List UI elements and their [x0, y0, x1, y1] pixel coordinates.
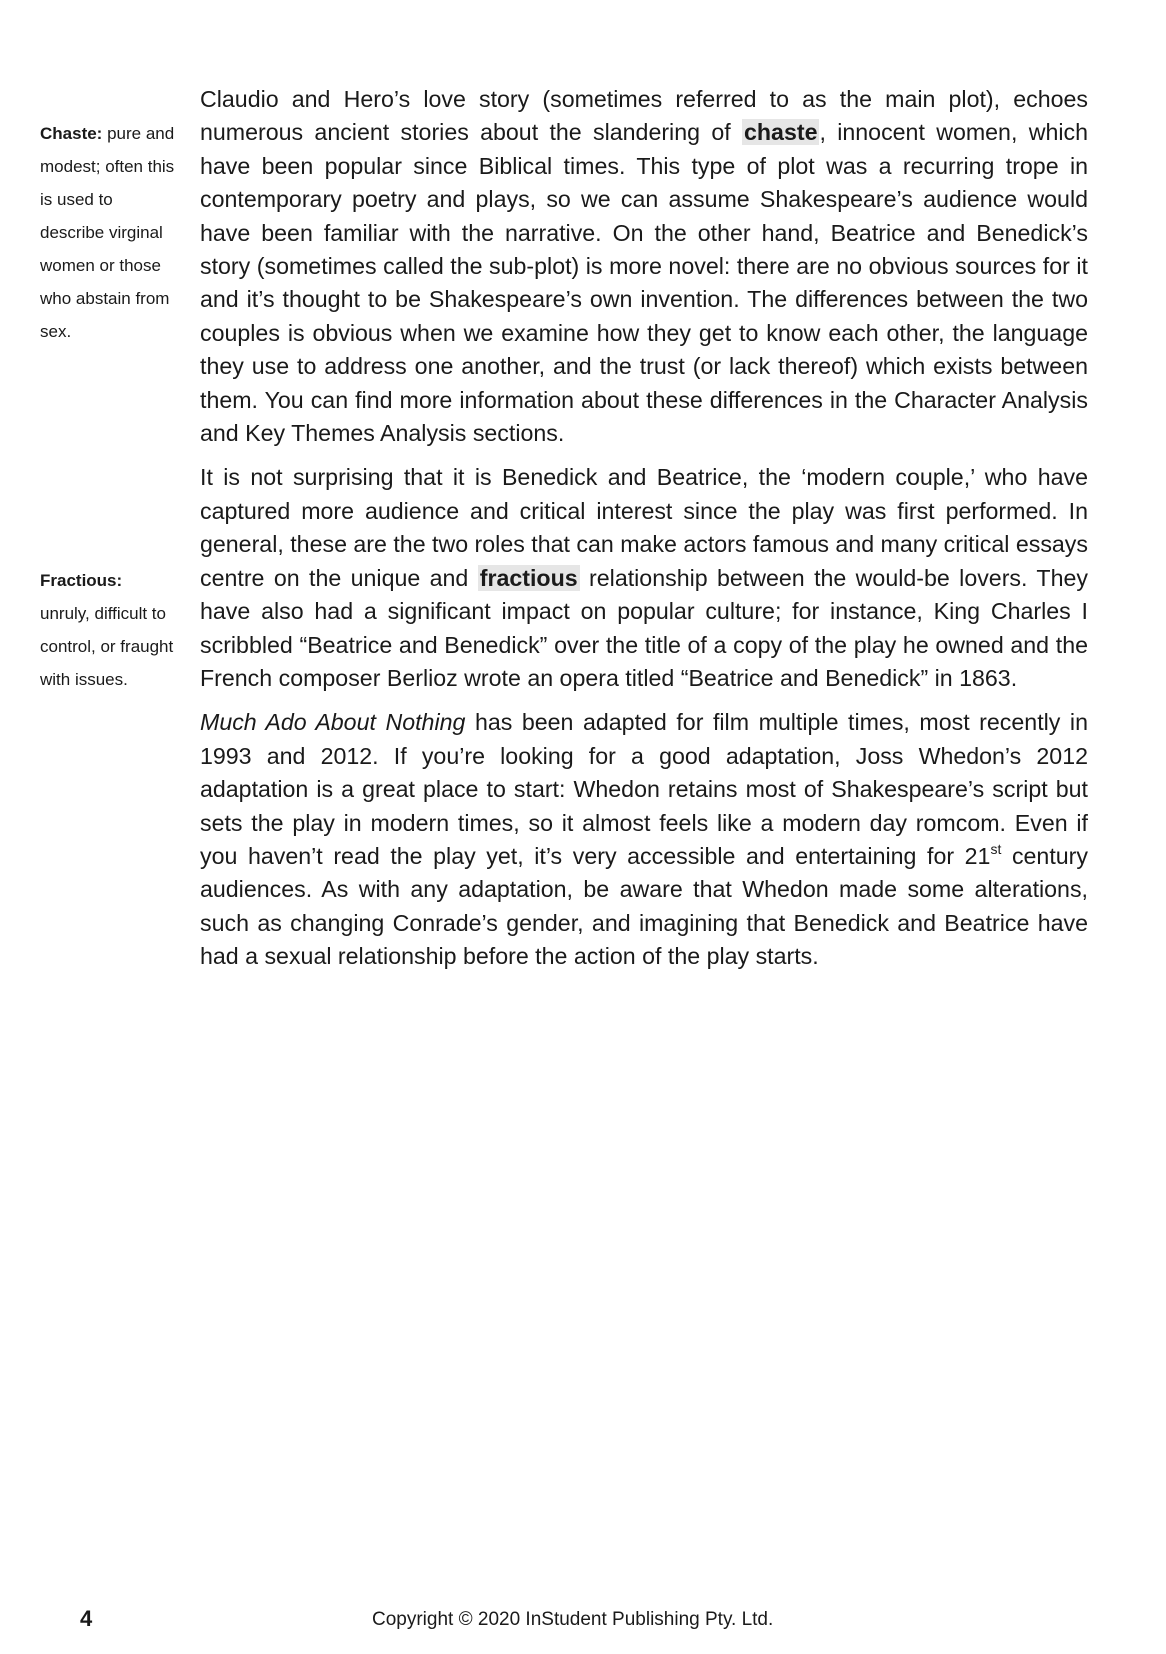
page-number: 4	[80, 1606, 93, 1631]
margin-note-term: Chaste:	[40, 124, 103, 143]
paragraph-text: relationship between the would-be lovers. They have also had a significant impact on popular culture; for instance, King Charles I scribbled “Beatrice and Benedick” over the title of a copy of the play he owned and the French composer Berlioz wrote an opera titled “Beatrice and Benedick” in 1863.	[200, 564, 1088, 691]
paragraph-text: , innocent women, which have been popular since Biblical times. This type of plot was a recurring trope in contemporary poetry and plays, so we can assume Shakespeare’s audience would have been familiar with the narrative. On the other hand, Beatrice and Benedick’s story (sometimes called the sub-plot) is more novel: there are no obvious sources for it and it’s thought to be Shakespeare’s own invention. The differences between the two couples is obvious when we examine how they get to know each other, the language they use to address one another, and the trust (or lack thereof) which exists between them. You can find more information about these differences in the Character Analysis and Key Themes Analysis sections.	[200, 119, 1088, 447]
paragraph-modern-couple	[200, 461, 1088, 695]
margin-note-fractious	[40, 564, 175, 696]
paragraph-text: has been adapted for film multiple times, most recently in 1993 and 2012. If you’re looking for a good adaptation, Joss Whedon’s 2012 adaptation is a great place to start: Whedon retains most of Shakespeare’s script but sets the play in modern times, so it almost feels like a modern day romcom. Even if you haven’t read the play yet, it’s very accessible and entertaining for 21	[200, 709, 1088, 869]
play-title: Much Ado About Nothing	[200, 709, 466, 736]
glossary-term-highlight: fractious	[479, 564, 578, 591]
copyright-notice: Copyright © 2020 InStudent Publishing Pty. Ltd.	[372, 1609, 774, 1630]
paragraph-text: Claudio and Hero’s love story (sometimes referred to as the main plot), echoes numerous ancient stories about the slandering of	[200, 86, 1088, 146]
margin-note-definition: unruly, difficult to control, or fraught with issues.	[40, 604, 174, 689]
glossary-term-highlight: chaste	[744, 119, 818, 146]
main-text-column	[200, 83, 1088, 985]
paragraph-text: It is not surprising that it is Benedick and Beatrice, the ‘modern couple,’ who have captured more audience and critical interest since the play was first performed. In general, these are the two roles that can make actors famous and many critical essays centre on the unique and	[200, 464, 1088, 591]
paragraph-main-plot	[200, 83, 1088, 450]
margin-note-term: Fractious:	[40, 571, 123, 590]
paragraph-text: century audiences. As with any adaptation, be aware that Whedon made some alterations, such as changing Conrade’s gender, and imagining that Benedick and Beatrice have had a sexual relationship before the action of the play starts.	[200, 842, 1088, 970]
margin-note-definition: pure and modest; often this is used to describe virginal women or those who abstain from sex.	[40, 124, 175, 341]
ordinal-superscript: st	[990, 841, 1002, 858]
paragraph-adaptations	[200, 706, 1088, 973]
margin-note-chaste	[40, 117, 175, 348]
